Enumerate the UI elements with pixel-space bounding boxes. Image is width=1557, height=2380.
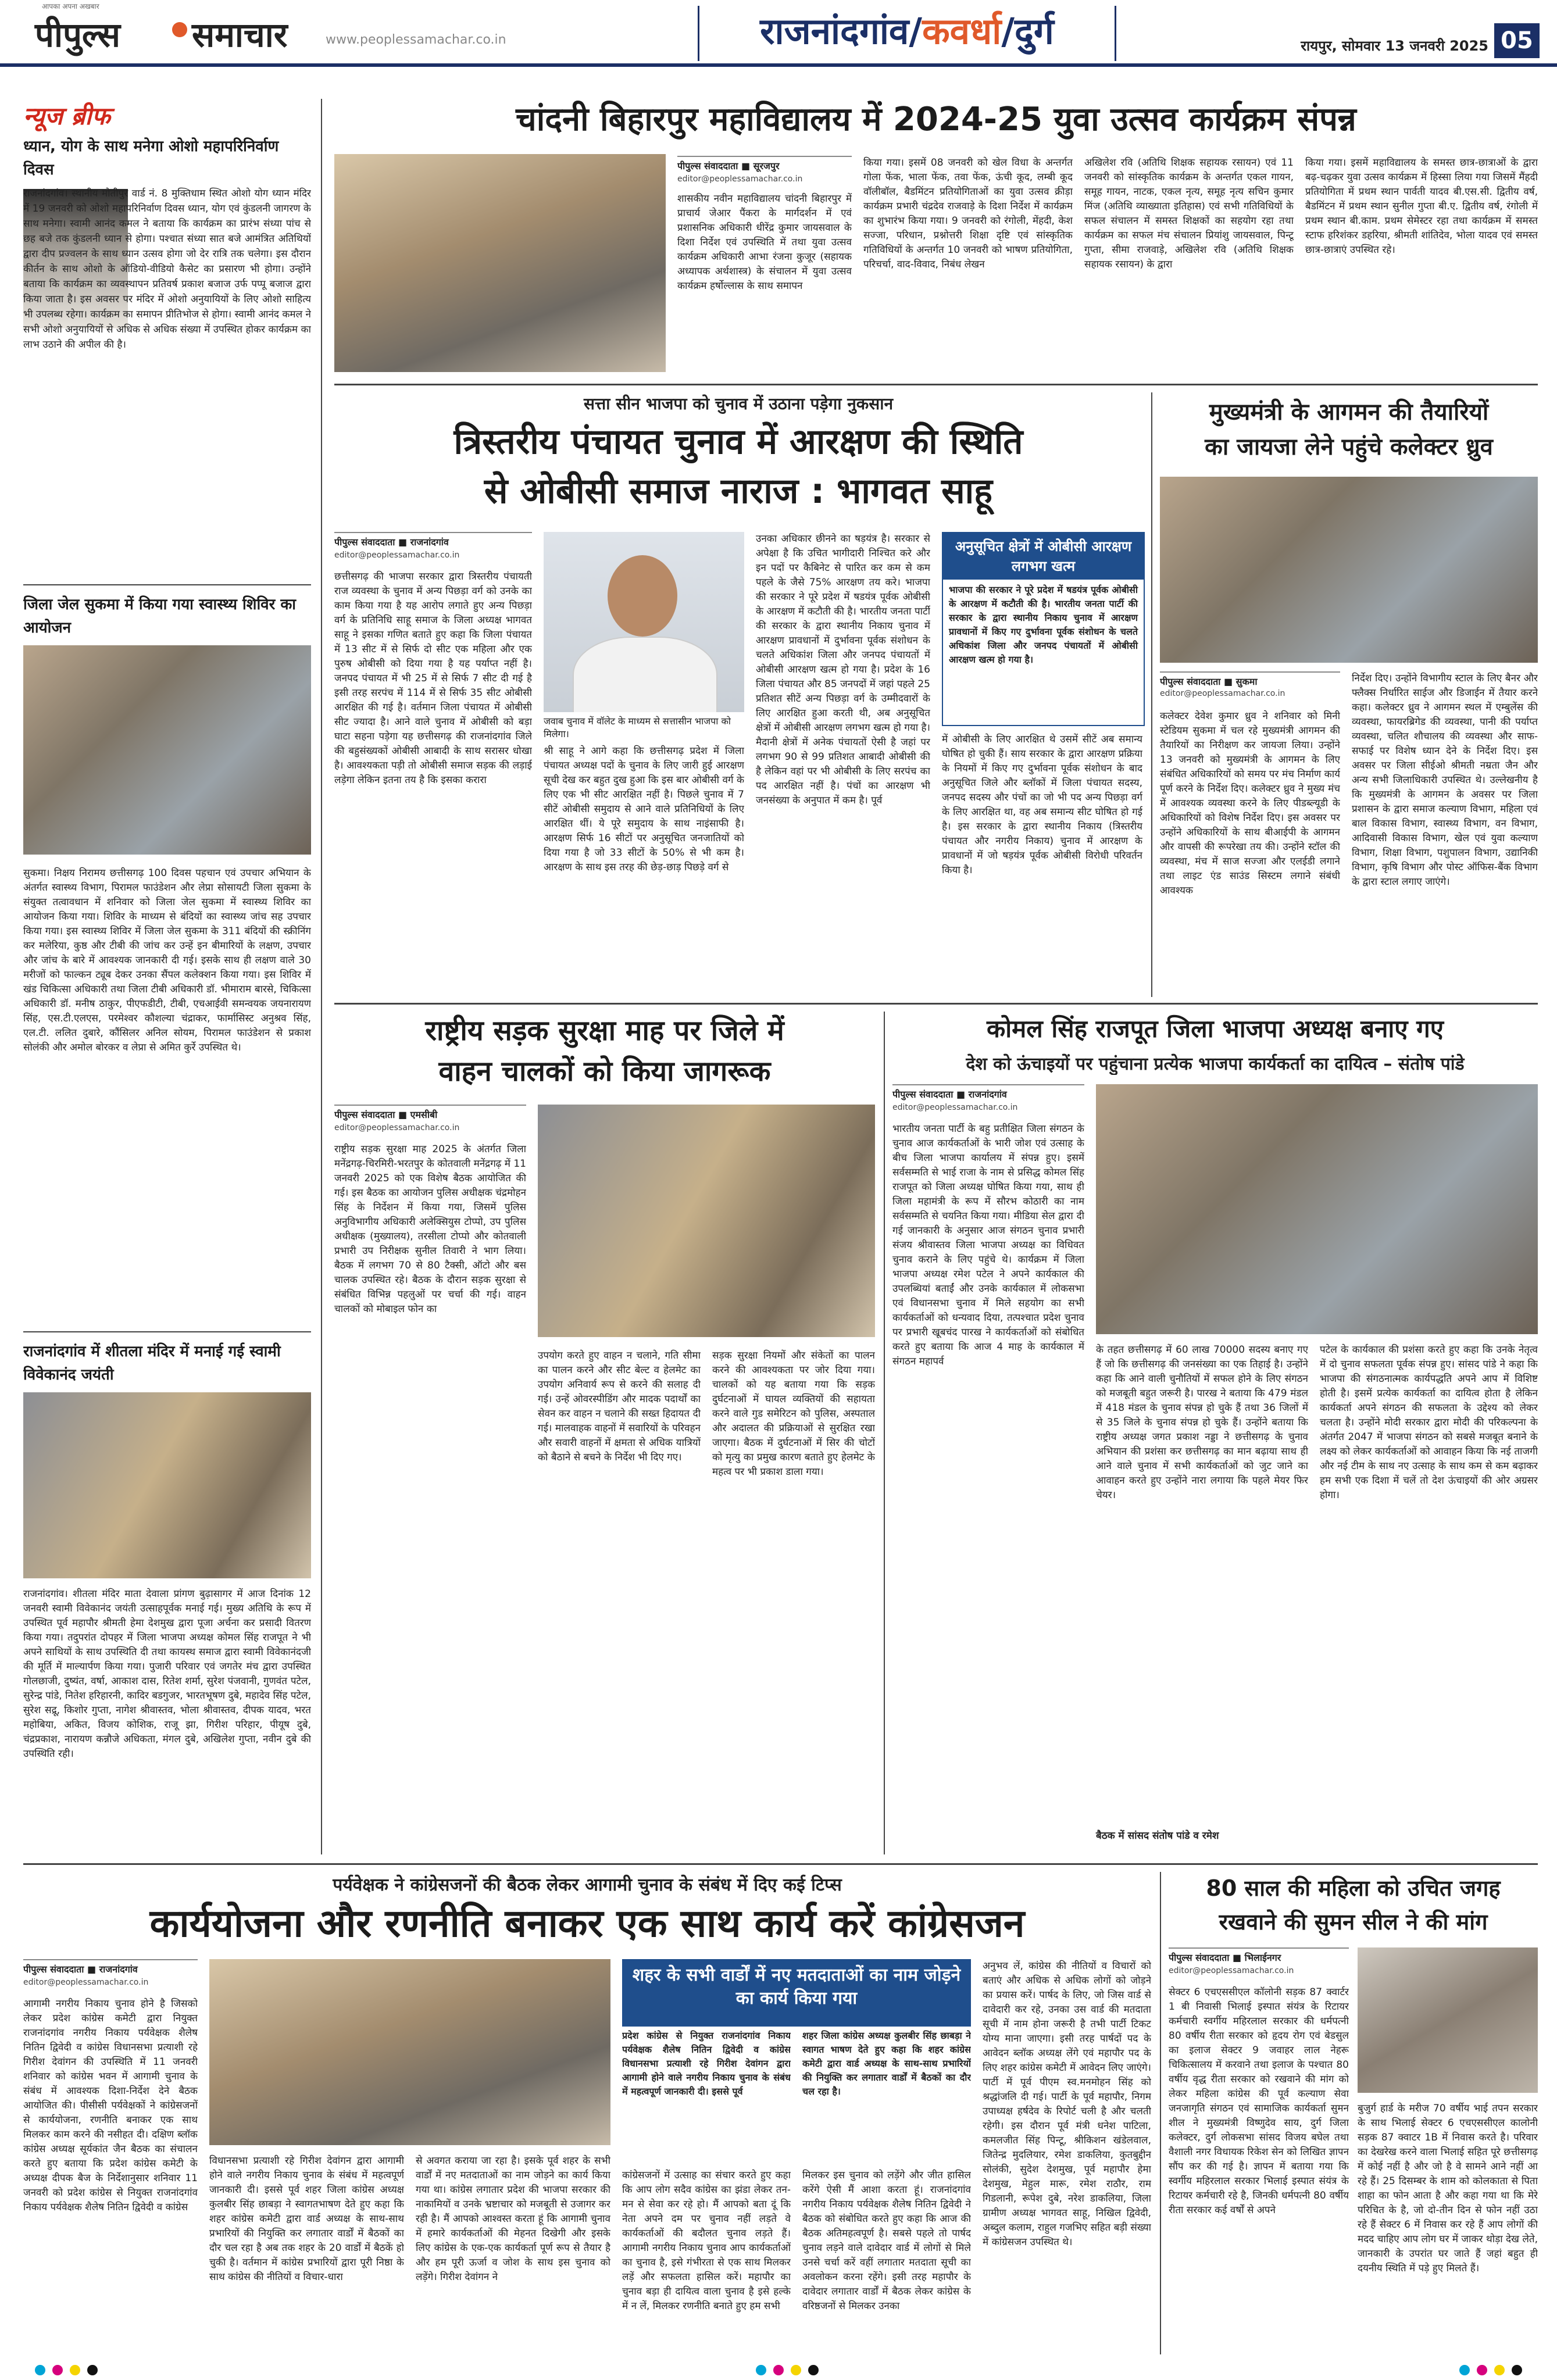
reg-dot-yellow [1494,2365,1505,2375]
story-bjp-president [892,1012,1538,1854]
story4-col2: उपयोग करते हुए वाहन न चलाने, गति सीमा का पालन करने और सीट बेल्ट व हेलमेट का उपयोग अनिवार्य रूप से करने की सलाह दी गई। उन्हें ओवरस्पीडिंग और मादक पदार्थों का सेवन कर वाहन न चलाने की सख्त हिदायत दी गई। मालवाहक वाहनों में सवारियों के परिवहन और सवारी वाहनों में क्षमता से अधिक यात्रियों को बैठाने से बचने के निर्देश भी दिए गए। [538,1350,701,1463]
brief-2-title: जिला जेल सुकमा में किया गया स्वास्थ्य शिविर का आयोजन [23,596,297,637]
story5-byline: पीपुल्स संवाददाता ■ राजनांदगांव [892,1084,1084,1100]
story2-headline-line2: से ओबीसी समाज नाराज : भागवत साहू [484,471,993,512]
story3-col2: निर्देश दिए। उन्होंने विभागीय स्टाल के लिए बैनर और फ्लैक्स निर्धारित साईज और डिजाईन में तैयार करने कहा। कलेक्टर ध्रुव ने आगमन स्थल में एम्बुलेंस की व्यवस्था, फायरब्रिगेड की व्यवस्था, पानी की पर्याप्त व्यवस्था, चलित शौचालय की व्यवस्था और साफ-सफाई पर विशेष ध्यान देने के निर्देश दिए। इस अवसर पर जिला सीईओ श्रीमती नम्रता जैन और अन्य सभी जिलाधिकारी उपस्थित थे। उल्लेखनीय है कि मुख्यमंत्री के आगमन के अवसर पर जिला प्रशासन के द्वारा समाज कल्याण विभाग, महिला एवं बाल विकास विभाग, स्वास्थ्य विभाग, वन विभाग, आदिवासी विकास विभाग, खेल एवं युवा कल्याण विभाग, शिक्षा विभाग, पशुपालन विभाग, उद्यानिकी विभाग, कृषि विभाग और पोस्ट ऑफिस-बैंक विभाग के द्वारा स्टाल लगाए जाएंगे। [1352,673,1538,888]
story2-box-text: भाजपा की सरकार ने पूरे प्रदेश में षडयंत्र पूर्वक ओबीसी के आरक्षण में कटौती की है। भारतीय जनता पार्टी की सरकार के द्वारा स्थानीय निकाय चुनाव में आरक्षण प्रावधानों में किए गए दुर्भावना पूर्वक संशोधन के चलते अधिकांश जिला और जनपद पंचायतों में ओबीसी आरक्षण खत्म हो गया है। [949,584,1138,665]
story3-headline-line1: मुख्यमंत्री के आगमन की तैयारियों [1209,399,1489,426]
portrait-body [573,637,717,712]
story6-box-col1: प्रदेश कांग्रेस से नियुक्त राजनांदगांव निकाय पर्यवेक्षक शैलेष नितिन द्विवेदी व कांग्रेस विधानसभा प्रत्याशी रहे गिरीश देवांगन द्वारा आगामी होने वाले नगरीय निकाय चुनाव के संबंध में महत्वपूर्ण जानकारी दी। इससे पूर्व [622,2030,791,2097]
story3-headline-line2: का जायजा लेने पहुंचे कलेक्टर ध्रुव [1205,434,1493,460]
story1-place: सूरजपुर [753,160,780,171]
portrait-head [608,555,677,637]
story2-portrait [544,532,744,712]
logo-left: पीपुल्स [35,15,120,55]
story7-email[interactable]: editor@peoplessamachar.co.in [1169,1966,1294,1975]
reg-dot-yellow [791,2365,801,2375]
story2-caption: जवाब चुनाव में वॉलेट के माध्यम से सत्तासीन भाजपा को मिलेगा। [544,716,731,739]
story2-col1: छत्तीसगढ़ की भाजपा सरकार द्वारा त्रिस्तरीय पंचायती राज व्यवस्था के चुनाव में अन्य पिछड़ा वर्ग को उनके का काम किया गया है यह आरोप लगाते हुए अन्य पिछड़ा वर्ग के प्रतिनिधि साहू समाज के जिला अध्यक्ष भागवत साहू ने इसका गणित बताते हुए कहा कि जिला पंचायत में 13 सीट में से सिर्फ दो सीट एक महिला और एक पुरुष ओबीसी को दिया गया है यह पर्याप्त नहीं है। जनपद पंचायत में भी 25 में से सिर्फ 7 सीट दी गई है इसी तरह सरपंच में 114 में से सिर्फ 35 सीट ओबीसी आरक्षित की गई है। वर्तमान जिला पंचायत में ओबीसी सीट ज्यादा है। आने वाले चुनाव में ओबीसी को बड़ा घाटा सहना पड़ेगा यह छत्तीसगढ़ की राजनांदगांव जिले की बहुसंख्यकों ओबीसी आबादी के साथ सरासर धोखा है। आवश्यकता पड़ी तो ओबीसी समाज सड़क की लड़ाई लड़ेगा लेकिन इतना तय है कि इसका करारा [334,571,532,786]
story1-col2: किया गया। इसमें 08 जनवरी को खेल विधा के अन्तर्गत गोला फेंक, भाला फेंक, तवा फेंक, ऊंची कूद, लम्बी कूद वॉलीबॉल, बैडमिंटन प्रतियोगिताओं का युवा उत्सव क्रीड़ा कार्यक्रम प्रभारी चंद्रदेव राजवाड़े के दिशा निर्देश में कार्यक्रम का शुभारंभ किया गया। 9 जनवरी को रंगोली, मेंहदी, केश सज्जा, परिधान, प्रश्नोत्तरी शिक्षा दृष्टि एवं सांस्कृतिक गतिविधियों के अन्तर्गत 10 जनवरी को भाषण प्रतियोगिता, परिचर्चा, वाद-विवाद, निबंध लेखन [863,157,1073,270]
story6-col2: विधानसभा प्रत्याशी रहे गिरीश देवांगन द्वारा आगामी होने वाले नगरीय निकाय चुनाव के संबंध में महत्वपूर्ण जानकारी दी। इससे पूर्व शहर जिला कांग्रेस अध्यक्ष कुलबीर सिंह छाबड़ा ने स्वागतभाषण देते हुए कहा कि शहर कांग्रेस कमेटी द्वारा वार्ड अध्यक्ष के साथ-साथ प्रभारियों की नियुक्ति कर लगातार वार्डों में बैठकों का दौर चल रहा है अब तक शहर के 20 वार्डों में बैठकें हो चुकी है। वर्तमान में कांग्रेस प्रभारियों द्वारा पूरी निष्ठा के साथ कांग्रेस की नीतियों व विचार-धारा [209,2155,404,2283]
column-divider [1160,1872,1161,2354]
logo-right: समाचार [192,15,288,55]
story6-box-col2: शहर जिला कांग्रेस अध्यक्ष कुलबीर सिंह छाबड़ा ने स्वागत भाषण देते हुए कहा कि शहर कांग्रेस कमेटी द्वारा वार्ड अध्यक्ष के साथ-साथ प्रभारियों की नियुक्ति कर लगातार वार्डों में बैठकों का दौर चल रहा है। [802,2030,971,2097]
brief-3-body: राजनांदगांव। शीतला मंदिर माता देवाला प्रांगण बुढ़ासागर में आज दिनांक 12 जनवरी स्वामी विवेकानंद जयंती उत्साहपूर्वक मनाई गई। मुख्य अतिथि के रूप में उपस्थित पूर्व महापौर श्रीमती हेमा देशमुख द्वारा पूजा अर्चना कर प्रसादी वितरण किया गया। तदुपरांत दोपहर में जिला भाजपा अध्यक्ष कोमल सिंह राजपूत ने भी अपने साथियों के साथ उपस्थिति दी तथा कायस्थ समाज द्वारा स्वामी विवेकानंदजी की मूर्ति में माल्यार्पण किया गया। पुजारी परिवार एवं जगतेर मंच द्वारा उपस्थित गोलछाजी, दुष्यंत, वर्षा, आकाश दास, रितेश शर्मा, सुरेश पंजवानी, गुणवंत पटेल, सुरेन्द्र पांडे, नितेश हरिहारनी, कादिर बडगुजर, भारतभूषण दुबे, महादेव सिंह पटेल, सुरेश सद्रू, किशोर गुप्ता, नागेश श्रीवास्तव, भोला श्रीवास्तव, दीपक यादव, भरत महोबिया, अकित, विजय कोशिक, राजू झा, गिरीश परिहार, पीयूष दुबे, चंद्रप्रकाश, नारायण कन्नौजे अधिकता, मंगल दुबे, अखिलेश गुप्ता, नवीन दुबे की उपस्थिति रही। [23,1588,311,1760]
story6-headline: कार्ययोजना और रणनीति बनाकर एक साथ कार्य करें कांग्रेसजन [149,1901,1025,1946]
brief-3-photo [23,1392,311,1578]
story1-headline: चांदनी बिहारपुर महाविद्यालय में 2024-25 युवा उत्सव कार्यक्रम संपन्न [516,101,1356,138]
story6-byline-name: पीपुल्स संवाददाता [23,1964,84,1975]
dateline: रायपुर, सोमवार 13 जनवरी 2025 [1301,38,1488,54]
story1-email[interactable]: editor@peoplessamachar.co.in [677,174,803,184]
story-road-safety [334,1012,875,1854]
story-youth-festival [334,99,1538,378]
registration-marks [0,2360,1557,2380]
story4-email[interactable]: editor@peoplessamachar.co.in [334,1123,460,1132]
logo-tagline: आपका अपना अखबार [42,2,99,10]
section-a: राजनांदगांव/ [760,10,923,52]
story4-photo [538,1105,875,1337]
story7-place: भिलाईनगर [1244,1952,1281,1963]
story6-box-title: शहर के सभी वार्डों में नए मतदाताओं का नाम जोड़ने का कार्य किया गया [622,1959,971,2027]
story5-col2: के तहत छत्तीसगढ़ में 60 लाख 70000 सदस्य बनाए गए हैं जो कि छत्तीसगढ़ की जनसंख्या का एक तिहाई है। उन्होंने कहा कि आने वाली चुनौतियों में सफल होने के लिए संगठन को मजबूती बहुत जरूरी है। पारख ने बताया कि 479 मंडल में 418 मंडल के चुनाव संपन्न हो चुके हैं तथा 36 जिलों में से 35 जिले के चुनाव संपन्न हो चुके हैं। उन्होंने बताया कि राष्ट्रीय अध्यक्ष जगत प्रकाश नड्डा ने छत्तीसगढ़ के चुनाव अभियान की प्रशंसा कर छत्तीसगढ़ का मान बढ़ाया साथ ही आने वाले चुनाव में सभी कार्यकर्ताओं को जुट जाने का आवाहन करते हुए उन्होंने नारा लगाया कि पहले मेयर फिर चेयर। [1096,1344,1308,1501]
story5-headline: कोमल सिंह राजपूत जिला भाजपा अध्यक्ष बनाए गए [987,1014,1444,1043]
logo-dot [172,22,187,37]
story2-kicker: सत्ता सीन भाजपा को चुनाव में उठाना पड़ेगा नुकसान [583,394,894,413]
story5-subhead: देश को ऊंचाइयों पर पहुंचाना प्रत्येक भाजपा कार्यकर्ता का दायित्व – संतोष पांडे [966,1054,1465,1074]
story6-col1: आगामी नगरीय निकाय चुनाव होने है जिसको लेकर प्रदेश कांग्रेस कमेटी द्वारा नियुक्त राजनांदगांव नगरीय निकाय पर्यवेक्षक शैलेष नितिन द्विवेदी व कांग्रेस विधानसभा प्रत्याशी रहे गिरीश देवांगन की उपस्थिति में 11 जनवरी शनिवार को कांग्रेस भवन में आगामी चुनाव के संबंध में आवश्यक दिशा-निर्देश देने बैठक आयोजित की। पीसीसी पर्यवेक्षकों ने कांग्रेसजनों से कार्ययोजना, रणनीति बनाकर एक साथ मिलकर काम करने की नसीहत दी। दक्षिण ब्लॉक कांग्रेस अध्यक्ष सूर्यकांत जैन बैठक का संचालन करते हुए बताया कि प्रदेश कांग्रेस कमेटी के अध्यक्ष दीपक बैज के निर्देशानुसार शनिवार 11 जनवरी को प्रदेश कांग्रेस से नियुक्त राजनांदगांव निकाय पर्यवेक्षक शैलेष नितिन द्विवेदी व कांग्रेस [23,1998,198,2213]
brief-divider [23,1331,311,1332]
brief-3-title: राजनांदगांव में शीतला मंदिर में मनाई गई स्वामी विवेकानंद जयंती [23,1343,281,1384]
brief-2-body: सुकमा। निक्षय निरामय छत्तीसगढ़ 100 दिवस पहचान एवं उपचार अभियान के अंतर्गत स्वास्थ्य विभाग, पिरामल फाउंडेशन और लेप्रा सोसायटी जिला सुकमा के संयुक्त तत्वावधान में शनिवार को जिला जेल सुकमा में स्वास्थ्य शिविर का आयोजन किया गया। शिविर के माध्यम से बंदियों का स्वास्थ्य जांच सह उपचार किया गया। इस स्वास्थ्य शिविर में जिला जेल सुकमा के 311 बंदियों की स्क्रीनिंग कर मलेरिया, कुष्ठ और टीबी की जांच कर उन्हें इन बीमारियों के लक्षण, उपचार और जांच के बारे में आवश्यक जानकारी दी गई। इसके साथ ही लक्षण वाले 30 मरीजों को फाल्कन ट्यूब देकर उनका सैंपल कलेक्शन किया गया। इस शिविर में खंड चिकित्सा अधिकारी तथा जिला टीबी अधिकारी डॉ. भीमाराम बारसे, चिकित्सा अधिकारी डॉ. मनीष ठाकुर, पीएफडीटी, टीबी, एचआईवी समन्वयक जयनारायण सिंह, एस.टी.एलएस, परमेश्वर कौशल्या चंद्राकर, फार्मासिस्ट अनुश्रव सिंह, एल.टी. ललित दुबारे, कौंसिलर अनिल सोयम, पिरामल फाउंडेशन से प्रकाश सोलंकी और अमोल बोरकर व लेप्रा से अमित कुर्रे उपस्थित थे। [23,867,311,1053]
story-obc-reservation [334,392,1142,997]
story1-photo [334,154,666,372]
news-brief-label: न्यूज ब्रीफ [23,102,110,130]
story3-photo [1160,477,1538,663]
reg-dot-black [87,2365,98,2375]
story5-email[interactable]: editor@peoplessamachar.co.in [892,1103,1018,1112]
story6-kicker: पर्यवेक्षक ने कांग्रेसजनों की बैठक लेकर आगामी चुनाव के संबंध में दिए कई टिप्स [333,1875,842,1895]
story5-caption: बैठक में सांसद संतोष पांडे व रमेश [1096,1830,1219,1842]
reg-dot-yellow [70,2365,80,2375]
story2-box [942,532,1145,726]
reg-dot-magenta [1477,2365,1487,2375]
story6-col3: से अवगत कराया जा रहा है। इसके पूर्व शहर के सभी वार्डों में नए मतदाताओं का नाम जोड़ने का कार्य किया गया था। कांग्रेस लगातार प्रदेश की भाजपा सरकार की नाकामियों व उनके भ्रष्टाचार को मजबूती से उजागर कर रही है। मैं आपको आश्वस्त करता हूं कि आगामी चुनाव में हमारे कार्यकर्ताओं की मेहनत दिखेगी और इसके लिए कांग्रेस के एक-एक कार्यकर्ता पूर्ण रूप से तैयार है और हम पूरी ऊर्जा व जोश के साथ इस चुनाव को लड़ेंगे। गिरीश देवांगन ने [416,2155,610,2283]
story-elderly-woman [1169,1872,1538,2354]
story-cm-visit [1160,392,1538,997]
story4-col3: सड़क सुरक्षा नियमों और संकेतों का पालन करने की आवश्यकता पर जोर दिया गया। चालकों को यह बताया गया कि सड़क दुर्घटनाओं में घायल व्यक्तियों की सहायता करने वाले गुड समेरिटन को पुलिस, अस्पताल और अदालत की प्रक्रियाओं से सुरक्षित रखा जाएगा। बैठक में दुर्घटनाओं में सिर की चोटों को मृत्यु का प्रमुख कारण बताते हुए हेलमेट के महत्व पर भी प्रकाश डाला गया। [712,1350,875,1478]
brief-1-body: राजनांदगांव। स्थानीय मोतीपुर वार्ड नं. 8 मुक्तिधाम स्थित ओशो योग ध्यान मंदिर में 19 जनवरी को ओशो महापरिनिर्वाण दिवस ध्यान, योग एवं कुंडलनी जागरण के साथ मनेगा। स्वामी आनंद कमल ने बताया कि कार्यक्रम का प्रारंभ संध्या पांच से छह बजे तक कुंडलनी ध्यान से होगा। पश्चात संध्या सात बजे आमंत्रित अतिथियों द्वारा दीप प्रज्वलन के साथ ध्यान उत्सव होगा जो देर रात्रि तक चलेगा। इस दौरान कीर्तन के साथ ओशो के ऑडियो-वीडियो कैसेट का प्रसारण भी होगा। उन्होंने बताया कि कार्यक्रम का व्यवस्थापन प्रतिवर्ष प्रकाश बजाज उर्फ पप्पू बजाज द्वारा किया जाता है। इस अवसर पर मंदिर में ओशो अनुयायियों के लिए ओशो साहित्य भी उपलब्ध रहेगा। कार्यक्रम का समापन प्रीतिभोज से होगा। स्वामी आनंद कमल ने सभी ओशो अनुयायियों से अधिक से अधिक संख्या में उपस्थित होकर कार्यक्रम का लाभ उठाने की अपील की है। [23,188,311,351]
brief-divider [23,584,311,585]
reg-dot-magenta [773,2365,784,2375]
story4-place: एमसीबी [410,1109,438,1120]
story5-photo [1096,1084,1538,1334]
story6-email[interactable]: editor@peoplessamachar.co.in [23,1978,149,1987]
story5-col1: भारतीय जनता पार्टी के बहु प्रतीक्षित जिला संगठन के चुनाव आज कार्यकर्ताओं के भारी जोश एवं उत्साह के बीच जिला भाजपा कार्यालय में संपन्न हुए। इसमें सर्वसम्मति से भाई राजा के नाम से प्रसिद्ध कोमल सिंह राजपूत को जिला अध्यक्ष घोषित किया गया, साथ ही जिला महामंत्री के रूप में सौरभ कोठारी का नाम सर्वसम्मति से चयनित किया गया। मीडिया सेल द्वारा दी गई जानकारी के अनुसार आज संगठन चुनाव प्रभारी संजय श्रीवास्तव जिला भाजपा अध्यक्ष का विधिवत चुनाव कराने के लिए पहुंचे थे। कार्यक्रम में जिला भाजपा अध्यक्ष रमेश पटेल ने अपने कार्यकाल की उपलब्धियां बताईं और उनके कार्यकाल में लोकसभा एवं विधानसभा चुनाव में मिले सहयोग का सभी कार्यकर्ताओं को धन्यवाद दिया, तत्पश्चात प्रदेश चुनाव पर प्रभारी खूबचंद पारख ने कार्यकर्ताओं को संबोधित करते हुए बताया कि आज 4 माह के कार्यकाल में संगठन महापर्व [892,1123,1084,1367]
story7-headline-line2: रखवाने की सुमन सील ने की मांग [1219,1909,1488,1935]
story1-col1: शासकीय नवीन महाविद्यालय चांदनी बिहारपुर में प्राचार्य जेआर पैंकरा के मार्गदर्शन में एवं प्रशासनिक अधिकारी धीरेंद्र कुमार जायसवाल के दिशा निर्देश एवं उपस्थिति में तथा युवा उत्सव कार्यक्रम अधिकारी आभा रंजना कुजूर (सहायक अध्यापक अर्थशास्त्र) के संचालन में युवा उत्सव कार्यक्रम हर्षोल्लास के साथ समापन [677,193,852,292]
story4-headline-line2: वाहन चालकों को किया जागरूक [438,1055,771,1088]
logo [35,2,360,58]
story3-col1: कलेक्टर देवेश कुमार ध्रुव ने शनिवार को मिनी स्टेडियम सुकमा में चल रहे मुख्यमंत्री आगमन की तैयारियों का निरीक्षण कर जायजा लिया। उन्होंने 13 जनवरी को मुख्यमंत्री के आगमन के लिए संबंधित अधिकारियों को समय पर मंच निर्माण कार्य पूर्ण करने के निर्देश दिए। कलेक्टर ध्रुव ने मुख्य मंच में आवश्यक व्यवस्था करने के लिए पीडब्ल्यूडी के अधिकारियों को विशेष निर्देश दिए। इस अवसर पर उन्होंने अधिकारियों के साथ बीआईपी के आगमन और वापसी की रूपरेखा तय की। उन्होंने स्टॉल की व्यवस्था, मंच में साज सज्जा और एलईडी लगाने तथा लाइट एंड साउंड सिस्टम लगाने संबंधी आवश्यक [1160,710,1340,896]
story1-col3: अखिलेश रवि (अतिथि शिक्षक सहायक रसायन) एवं 11 जनवरी को सांस्कृतिक कार्यक्रम के अन्तर्गत एकल गायन, समूह गायन, नाटक, एकल नृत्य, समूह नृत्य सचिन कुमार मिंज (अतिथि व्याख्याता इतिहास) एवं सभी गतिविधियों के सफल संचालन में समस्त शिक्षकों का सहयोग रहा तथा कार्यक्रम का सफल मंच संचालन प्रियांशु जायसवाल, पिन्टू गुप्ता, सीमा राजवाड़े, अखिलेश रवि (अतिथि शिक्षक सहायक रसायन) के द्वारा [1084,157,1294,270]
section-divider [334,1003,1538,1005]
page-number: 05 [1494,23,1540,58]
column-divider [1151,392,1152,997]
story2-box-title: अनुसूचित क्षेत्रों में ओबीसी आरक्षण लगभग खत्म [943,533,1144,580]
story2-byline: पीपुल्स संवाददाता ■ राजनांदगांव [334,532,532,548]
reg-dot-black [808,2365,819,2375]
story7-byline: पीपुल्स संवाददाता ■ भिलाईनगर [1169,1947,1349,1964]
story6-col5: मिलकर इस चुनाव को लड़ेंगे और जीत हासिल करेंगे ऐसी मैं आशा करता हूं। राजनांदगांव नगरीय निकाय पर्यवेक्षक शैलेष नितिन द्विवेदी ने बैठक को संबोधित करते हुए कहा कि आज की बैठक अतिमहत्वपूर्ण है। सबसे पहले तो पार्षद चुनाव लड़ने वाले दावेदार वार्ड में लोगों से मिले उनसे चर्चा करें वहीं लगातार मतदाता सूची का अवलोकन करना रहेंगे। इसी तरह महापौर के दावेदार लगातार वार्डों में बैठक लेकर कांग्रेस के वरिष्ठजनों से मिलकर उनका [802,2170,971,2312]
column-divider [321,99,322,1854]
story3-email[interactable]: editor@peoplessamachar.co.in [1160,689,1285,698]
reg-dot-magenta [52,2365,63,2375]
section-c: /दुर्ग [1001,10,1054,52]
story2-col4: में ओबीसी के लिए आरक्षित थे उसमें सीटें अब समान्य घोषित हो चुकी हैं। साय सरकार के द्वारा आरक्षण प्रक्रिया के नियमों में किए गए दुर्भावना पूर्वक संशोधन के बाद अनुसूचित जिले और ब्लॉकों में जिला पंचायत सदस्य, जनपद सदस्य और पंचों का जो भी पद अन्य पिछड़ा वर्ग के लिए आरक्षित था, वह अब समान्य सीट घोषित हो गई है। इस सरकार के द्वारा स्थानीय निकाय (त्रिस्तरीय पंचायत और नगरीय निकाय) चुनाव में आरक्षण के प्रावधानों में जो षड़यंत्र पूर्वक ओबीसी विरोधी परिवर्तन किया है। [942,734,1142,876]
story4-headline-line1: राष्ट्रीय सड़क सुरक्षा माह पर जिले में [425,1014,784,1047]
story2-place: राजनांदगांव [410,537,449,548]
reg-dot-cyan [35,2365,45,2375]
website[interactable]: www.peoplessamachar.co.in [326,33,506,47]
story2-headline-line1: त्रिस्तरीय पंचायत चुनाव में आरक्षण की स्थिति [453,421,1023,462]
masthead [0,0,1557,67]
story7-col1: सेक्टर 6 एचएससीएल कॉलोनी सड़क 87 क्वार्टर 1 बी निवासी भिलाई इस्पात संयंत्र के रिटायर कर्मचारी स्वर्गीय महिरलाल सरकार की धर्मपत्नी 80 वर्षीय रीता सरकार को हृदय रोग एवं बेडसुल का इलाज सेक्टर 9 जवाहर लाल नेहरू चिकित्सालय में करवाने तथा इलाज के पश्चात 80 वर्षीय वृद्ध रीता सरकार को रखवाने की मांग को लेकर महिला कांग्रेस की पूर्व कल्याण सेवा जनजागृति संगठन एवं सामाजिक कार्यकर्ता सुमन शील ने मुख्यमंत्री विष्णुदेव साय, दुर्ग जिला कलेक्टर, दुर्ग लोकसभा सांसद विजय बघेल तथा वैशाली नगर विधायक रिकेश सेन को लिखित ज्ञापन सौंप कर की गई है। ज्ञापन में बताया गया कि स्वर्गीय महिरलाल सरकार भिलाई इस्पात संयंत्र के रिटायर कर्मचारी रहे है, जिनकी धर्मपत्नी 80 वर्षीय रीता सरकार कई वर्षों से अपने [1169,1986,1349,2216]
story1-col4: किया गया। इसमें महाविद्यालय के समस्त छात्र-छात्राओं के द्वारा बढ़-चढ़कर युवा उत्सव कार्यक्रम में हिस्सा लिया गया जिसमें मैंहदी प्रतियोगिता में प्रथम स्थान पार्वती यादव बी.एस.सी. द्वितीय वर्ष, बैडमिंटन में प्रथम स्थान सुनील गुप्ता बी.ए. द्वितीय वर्ष, रंगोली में प्रथम स्थान बी.काम. प्रथम सेमेस्टर रहा तथा कार्यक्रम में समस्त स्टाफ हरिशंकर डहरिया, श्रीमती शांतिदेव, भोला यादव एवं समस्त छात्र-छात्राएं उपस्थित रहे। [1305,157,1538,256]
story7-headline-line1: 80 साल की महिला को उचित जगह [1206,1875,1501,1901]
story4-byline-name: पीपुल्स संवाददाता [334,1109,395,1120]
story2-byline-name: पीपुल्स संवाददाता [334,537,395,548]
story-congress-meeting [23,1872,1151,2354]
story2-email[interactable]: editor@peoplessamachar.co.in [334,551,460,560]
story6-byline: पीपुल्स संवाददाता ■ राजनांदगांव [23,1959,198,1975]
brief-2-photo [23,645,311,855]
story3-byline-name: पीपुल्स संवाददाता [1160,676,1221,687]
story1-byline: पीपुल्स संवाददाता ■ सूरजपुर [677,156,852,172]
story6-place: राजनांदगांव [99,1964,138,1975]
story1-byline-name: पीपुल्स संवाददाता [677,160,738,171]
story5-col3: पटेल के कार्यकाल की प्रशंसा करते हुए कहा कि उनके नेतृत्व में दो चुनाव सफलता पूर्वक संपन्न हुए। सांसद पांडे ने कहा कि भाजपा की संगठनात्मक कार्यपद्धति अपने आप में विशिष्ट होती है। इसमें प्रत्येक कार्यकर्ता का दायित्व होता है लेकिन कार्यकर्ता अपने संगठन की सफलता के उद्देश्य को लेकर चलता है। उन्होंने मोदी सरकार द्वारा मोदी की परिकल्पना के अंतर्गत 2047 में भाजपा संगठन को सबसे मजबूत बनाने के लक्ष्य को लेकर कार्यकर्ताओं को आवाहन किया कि नई ताजगी और नई टीम के साथ नए उत्साह के साथ कम से कम बढ़ाकर हम सभी एक दिशा में चलें तो देश ऊंचाइयों की ओर अग्रसर होगा। [1320,1344,1538,1501]
section-title [698,6,1116,61]
reg-dot-cyan [756,2365,766,2375]
story7-col2: बुजुर्ग हार्ड के मरीज 70 वर्षीय भाई तपन सरकार के साथ भिलाई सेक्टर 6 एचएससीएल कालोनी सड़क 87 क्वाटर 1B में निवास करते है। परिवार का देखरेख करने वाला भिलाई सहित पूरे छत्तीसगढ़ में कोई नहीं है और जो है वे सामने आने नहीं आ रहे हैं। 25 दिसम्बर के शाम को कोलकाता से पिता शाहा का फोन आता है और कहा गया था कि मेरे परिचित के है, जो दो-तीन दिन से फोन नहीं उठा रहे हैं सेक्टर 6 में निवास कर रहे हैं आप लोगों की मदद चाहिए आप लोग घर में जाकर थोड़ा देख लेते, जानकारी के उपरांत घर जाते हैं जहां बहुत ही दयनीय स्थिति में पड़े हुए मिलते हैं। [1358,2103,1538,2274]
story7-photo [1358,1947,1538,2093]
news-brief-column [23,99,311,1854]
story6-box [622,1959,971,2160]
section-divider [23,1863,1538,1865]
story6-col6: अनुभव लें, कांग्रेस की नीतियों व विचारों को बताएं और अधिक से अधिक लोगों को जोड़ने का प्रयास करें। पार्षद के लिए, जो जिस वार्ड से दावेदारी कर रहे, उनका उस वार्ड की मतदाता सूची में नाम होना जरूरी है तभी पार्टी टिकट योग्य माना जाएगा। इसी तरह पार्षदों पद के आवेदन ब्लॉक अध्यक्ष लेंगे एवं महापौर पद के लिए शहर कांग्रेस कमेटी में आवेदन लिए जाएंगे। पार्टी में पूर्व पीएम स्व.मनमोहन सिंह को श्रद्धांजलि दी गई। पार्टी के पूर्व महापौर, निगम उपाध्यक्ष हर्षदेव के रिपोर्ट चली है और चलती रहेगी। इस दौरान पूर्व मंत्री धनेश पाटिला, कमलजीत सिंह पिन्टू, श्रीकिशन खंडेलवाल, जितेन्द्र मुदलियार, रमेश डाकलिया, कुतबुद्दीन सोलंकी, सुदेश देशमुख, पूर्व महापौर हेमा देशमुख, मेहुल मारू, रमेश राठौर, राम गिडलानी, रूपेश दुबे, नरेश डाकलिया, जिला ग्रामीण अध्यक्ष भागवत साहू, निखिल द्विवेदी, अब्दुल कलाम, राहुल गजभिए सहित बड़ी संख्या में कांग्रेसजन उपस्थित थे। [983,1960,1151,2248]
story5-place: राजनांदगांव [968,1089,1007,1100]
story6-col4: कांग्रेसजनों में उत्साह का संचार करते हुए कहा कि आप लोग सदैव कांग्रेस का झंडा लेकर तन-मन से सेवा कर रहे हो। मैं आपको बता दूं कि नेता अपने दम पर चुनाव नहीं लड़ते वे कार्यकर्ताओं की बदौलत चुनाव लड़ते हैं। आगामी नगरीय निकाय चुनाव आप कार्यकर्ताओं का चुनाव है, इसे गंभीरता से एक साथ मिलकर लड़ें और सफलता हासिल करें। महापौर का चुनाव बड़ा ही दायित्व वाला चुनाव है इसे हल्के में न लें, मिलकर रणनीति बनाते हुए हम सभी [622,2170,791,2312]
story3-place: सुकमा [1235,676,1258,687]
reg-dot-black [1512,2365,1522,2375]
reg-dot-cyan [1459,2365,1470,2375]
story4-byline: पीपुल्स संवाददाता ■ एमसीबी [334,1105,526,1121]
story3-byline: पीपुल्स संवाददाता ■ सुकमा [1160,671,1340,688]
story2-col3: उनका अधिकार छीनने का षड़यंत्र है। सरकार से अपेक्षा है कि उचित भागीदारी निश्चित करे और इन पदों पर कैबिनेट से पारित कर कम से कम पहले के जैसे 75% आरक्षण तय करे। भाजपा की सरकार ने पूरे प्रदेश में षडयंत्र पूर्वक ओबीसी के आरक्षण में कटौती की है। भारतीय जनता पार्टी की सरकार के द्वारा स्थानीय निकाय चुनाव में आरक्षण प्रावधानों में दुर्भावना पूर्वक संशोधन के चलते अधिकांश जिला और जनपद पंचायतों में ओबीसी आरक्षण खत्म हो गया है। प्रदेश के 16 जिला पंचायत और 85 जनपदों में जहां पहले 25 प्रतिशत सीटें अन्य पिछड़ा वर्ग के उम्मीदवारों के लिए आरक्षित हुआ करती थी, अब अनुसूचित क्षेत्रों में ओबीसी आरक्षण लगभग खत्म हो गया है। मैदानी क्षेत्रों में अनेक पंचायतों ऐसी है जहां पर लगभग 90 से 99 प्रतिशत आबादी ओबीसी की है लेकिन वहां पर भी ओबीसी के लिए सरपंच का पद आरक्षित नहीं है। पंचों का आरक्षण भी जनसंख्या के अनुपात में कम है। पूर्व [756,533,930,806]
section-b: कवर्धा [922,10,1002,52]
column-divider [884,1012,885,1854]
section-divider [334,384,1538,385]
story2-col2: श्री साहू ने आगे कहा कि छत्तीसगढ़ प्रदेश में जिला पंचायत अध्यक्ष पदों के चुनाव के लिए जारी हुई आरक्षण सूची देख कर बहुत दुख हुआ कि इस बार ओबीसी वर्ग के लिए एक भी सीट आरक्षित नहीं है। पिछले चुनाव में 7 सीटें ओबीसी समुदाय से आने वाले प्रतिनिधियों के लिए आरक्षित थीं। ये पूरे समुदाय के साथ नाइंसाफी है। आरक्षण सिर्फ 16 सीटों पर अनुसूचित जनजातियों को दिया गया है जो 33 सीटों के 50% से भी कम है। आरक्षण के साथ इस तरह की छेड़-छाड़ पिछड़े वर्ग से [544,745,744,873]
brief-1-title: ध्यान, योग के साथ मनेगा ओशो महापरिनिर्वाण दिवस [23,138,279,178]
story5-byline-name: पीपुल्स संवाददाता [892,1089,954,1100]
story7-byline-name: पीपुल्स संवाददाता [1169,1952,1230,1963]
story6-photo [209,1959,610,2145]
story4-col1: राष्ट्रीय सड़क सुरक्षा माह 2025 के अंतर्गत जिला मनेंद्रगढ़-चिरमिरी-भरतपुर के कोतवाली मनेंद्रगढ़ में 11 जनवरी 2025 को एक विशेष बैठक आयोजित की गई। इस बैठक का आयोजन पुलिस अधीक्षक चंद्रमोहन सिंह के निर्देशन में किया गया, जिसमें पुलिस अनुविभागीय अधिकारी अलेक्सियुस टोप्पो, उप पुलिस अधीक्षक (मुख्यालय), तरसीला टोप्पो और कोतवाली प्रभारी उप निरीक्षक सुनील तिवारी ने भाग लिया। बैठक में लगभग 70 से 80 टैक्सी, ऑटो और बस चालक उपस्थित रहे। बैठक के दौरान सड़क सुरक्षा से संबंधित विभिन्न पहलुओं पर चर्चा की गई। वाहन चालकों को मोबाइल फोन का [334,1143,526,1315]
